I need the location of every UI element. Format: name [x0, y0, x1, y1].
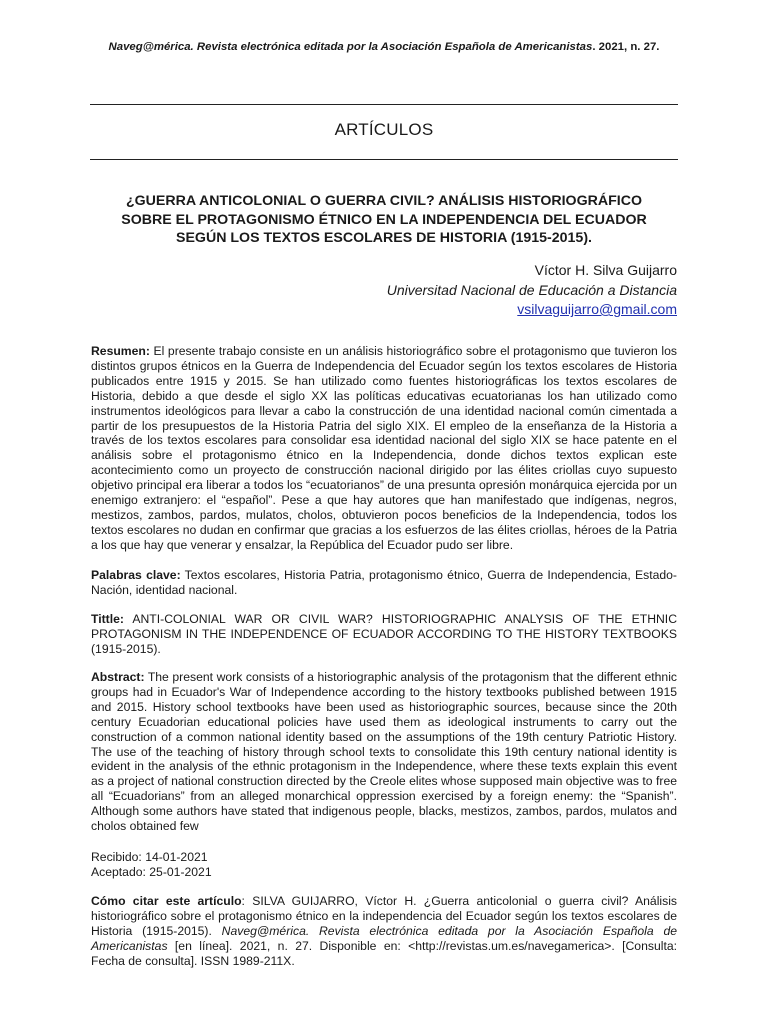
- citation-text-2: [en línea]. 2021, n. 27. Disponible en: <http://revistas.um.es/navegamerica>. [Consulta: Fecha de consulta]. ISSN 1989-211X.: [91, 938, 677, 968]
- citation-label: Cómo citar este artículo: [91, 894, 242, 908]
- keywords-paragraph: [91, 568, 677, 598]
- resumen-paragraph: [91, 344, 677, 553]
- author-affiliation: Universitad Nacional de Educación a Distancia: [386, 281, 677, 298]
- title-line: SEGÚN LOS TEXTOS ESCOLARES DE HISTORIA (1915-2015).: [175, 230, 592, 246]
- english-title-paragraph: [91, 612, 677, 657]
- top-divider: [90, 104, 678, 105]
- journal-name: Naveg@mérica. Revista electrónica editada por la Asociación Española de Americanistas: [108, 41, 593, 53]
- citation-journal: Naveg@mérica. Revista electrónica editada por la Asociación Española de Americanistas: [91, 923, 678, 953]
- received-date: Recibido: 14-01-2021: [91, 850, 208, 864]
- abstract-text: The present work consists of a historiographic analysis of the protagonism that the different ethnic groups had in Ecuador's War of Independence according to the history textbooks published between 1915 and 2015. History school textbooks have been used as historiographic sources, because since the 20th century Ecuadorian educational policies have used them as ideological instruments to carry out the construction of a common national identity based on the assumptions of the 19th century Patriotic History. The use of the teaching of history through school texts to consolidate this 19th century national identity is evident in the analysis of the ethnic protagonism in the Independence, where these texts explain this event as a project of national construction directed by the Creole elites whose supposed main objective was to free all “Ecuadorians” from an alleged monarchical oppression exercised by a foreign enemy: the “Spanish”. Although some authors have stated that indigenous people, blacks, mestizos, zambos, pardos, mulatos and cholos obtained few: [91, 670, 677, 834]
- running-header: [40, 41, 728, 53]
- citation-text-1: : SILVA GUIJARRO, Víctor H. ¿Guerra anticolonial o guerra civil? Análisis historiográfico sobre el protagonismo étnico en la independencia del Ecuador según los textos escolares de Historia (1915-2015).: [91, 894, 678, 938]
- dates-block: [91, 850, 212, 880]
- abstract-label: Abstract:: [91, 670, 145, 684]
- title-line: SOBRE EL PROTAGONISMO ÉTNICO EN LA INDEPENDENCIA DEL ECUADOR: [121, 211, 647, 228]
- english-title-label: Tittle:: [91, 612, 124, 626]
- abstract-paragraph: [91, 670, 677, 834]
- resumen-text: El presente trabajo consiste en un análisis historiográfico sobre el protagonismo que tuvieron los distintos grupos étnicos en la Guerra de Independencia del Ecuador según los textos escolares de Historia publicados entre 1915 y 2015. Se han utilizado como fuentes historiográficas los textos escolares de Historia, debido a que desde el siglo XX las políticas educativas ecuatorianas los han utilizado como instrumentos ideológicos para llevar a cabo la construcción de una identidad nacional común cimentada a partir de los presupuestos de la Historia Patria del siglo XIX. El empleo de la enseñanza de la Historia a través de los textos escolares para consolidar esa identidad nacional del siglo XIX se hace patente en el análisis sobre el protagonismo étnico en la Independencia, donde dichos textos explican este acontecimiento como un proyecto de construcción nacional dirigido por las élites criollas cuyo supuesto objetivo principal era liberar a todos los “ecuatorianos” de una presunta opresión monárquica ejercida por un enemigo extranjero: el “español”. Pese a que hay autores que han manifestado que indígenas, negros, mestizos, zambos, pardos, mulatos, cholos, obtuvieron pocos beneficios de la Independencia, todos los textos escolares no dudan en confirmar que gracias a los esfuerzos de las élites criollas, héroes de la Patria a los que hay que venerar y ensalzar, la República del Ecuador pudo ser libre.: [91, 344, 677, 552]
- author-block: [387, 261, 677, 320]
- resumen-label: Resumen:: [91, 344, 150, 358]
- keywords-text: Textos escolares, Historia Patria, protagonismo étnico, Guerra de Independencia, Estado-Nación, identidad nacional.: [91, 568, 677, 597]
- accepted-date: Aceptado: 25-01-2021: [91, 864, 212, 879]
- author-email-link[interactable]: vsilvaguijarro@gmail.com: [517, 301, 677, 317]
- author-name: Víctor H. Silva Guijarro: [534, 262, 677, 278]
- journal-issue: . 2021, n. 27.: [592, 41, 660, 53]
- citation-paragraph: [91, 894, 677, 969]
- article-title: [90, 192, 678, 248]
- bottom-divider: [90, 159, 678, 160]
- section-title: ARTÍCULOS: [334, 120, 434, 139]
- keywords-label: Palabras clave:: [91, 568, 181, 582]
- title-line: ¿GUERRA ANTICOLONIAL O GUERRA CIVIL? ANÁLISIS HISTORIOGRÁFICO: [125, 193, 642, 209]
- english-title-text: ANTI-COLONIAL WAR OR CIVIL WAR? HISTORIOGRAPHIC ANALYSIS OF THE ETHNIC PROTAGONISM IN THE INDEPENDENCE OF ECUADOR ACCORDING TO THE HISTORY TEXTBOOKS (1915-2015).: [91, 612, 677, 656]
